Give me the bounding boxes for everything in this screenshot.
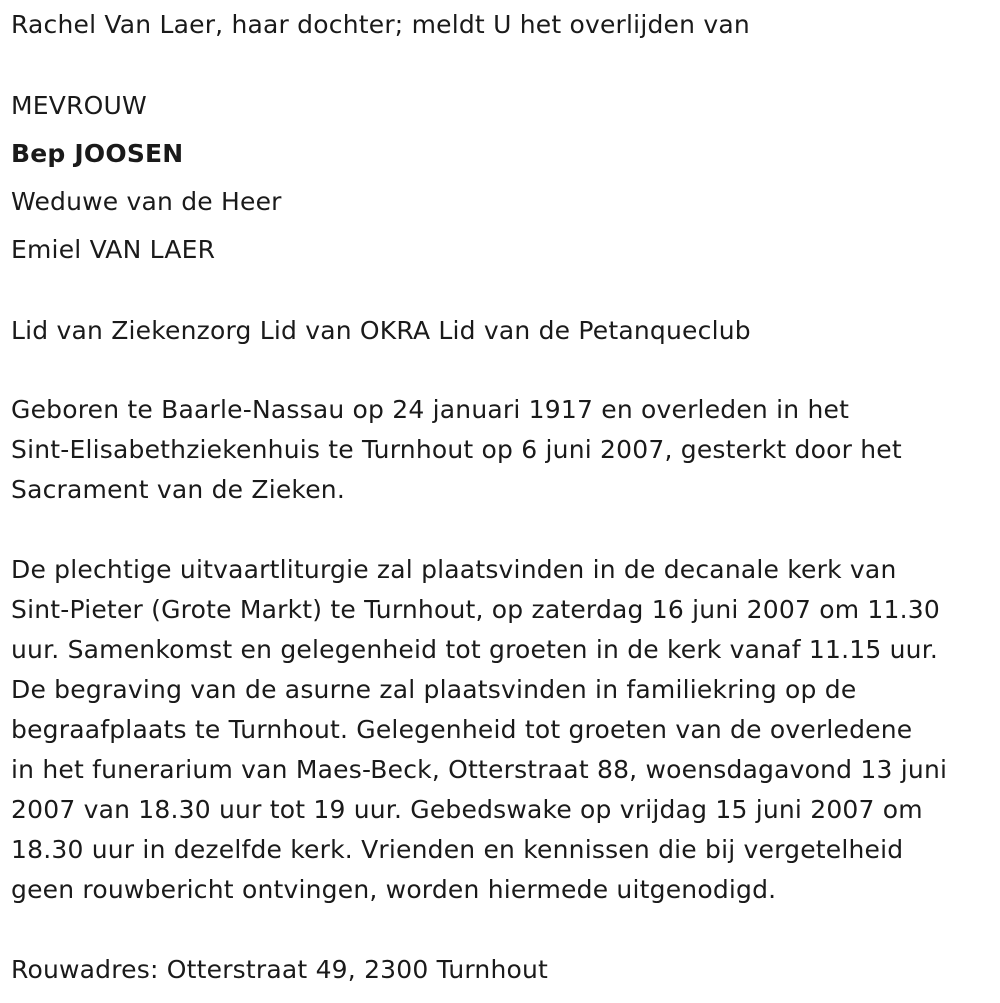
funeral-line-7: 2007 van 18.30 uur tot 19 uur. Gebedswake op vrijdag 15 juni 2007 om xyxy=(11,795,923,824)
funeral-line-5: begraafplaats te Turnhout. Gelegenheid tot groeten van de overledene xyxy=(11,715,913,744)
mourning-address: Rouwadres: Otterstraat 49, 2300 Turnhout xyxy=(11,955,549,984)
funeral-line-2: Sint-Pieter (Grote Markt) te Turnhout, op zaterdag 16 juni 2007 om 11.30 xyxy=(11,595,940,624)
funeral-line-8: 18.30 uur in dezelfde kerk. Vrienden en kennissen die bij vergetelheid xyxy=(11,835,904,864)
widow-line: Weduwe van de Heer xyxy=(11,187,282,216)
funeral-line-3: uur. Samenkomst en gelegenheid tot groeten in de kerk vanaf 11.15 uur. xyxy=(11,635,939,664)
birth-death-line-2: Sint-Elisabethziekenhuis te Turnhout op 6 juni 2007, gesterkt door het xyxy=(11,435,902,464)
funeral-line-1: De plechtige uitvaartliturgie zal plaatsvinden in de decanale kerk van xyxy=(11,555,897,584)
deceased-name: Bep JOOSEN xyxy=(11,139,184,168)
birth-death-line-3: Sacrament van de Zieken. xyxy=(11,475,345,504)
funeral-line-9: geen rouwbericht ontvingen, worden hiermede uitgenodigd. xyxy=(11,875,777,904)
intro-text: Rachel Van Laer, haar dochter; meldt U het overlijden van xyxy=(11,10,750,39)
birth-death-line-1: Geboren te Baarle-Nassau op 24 januari 1917 en overleden in het xyxy=(11,395,850,424)
husband-name: Emiel VAN LAER xyxy=(11,235,216,264)
funeral-line-6: in het funerarium van Maes-Beck, Otterstraat 88, woensdagavond 13 juni xyxy=(11,755,948,784)
memberships-text: Lid van Ziekenzorg Lid van OKRA Lid van de Petanqueclub xyxy=(11,316,751,345)
honorific-title: MEVROUW xyxy=(11,91,147,120)
funeral-line-4: De begraving van de asurne zal plaatsvinden in familiekring op de xyxy=(11,675,857,704)
